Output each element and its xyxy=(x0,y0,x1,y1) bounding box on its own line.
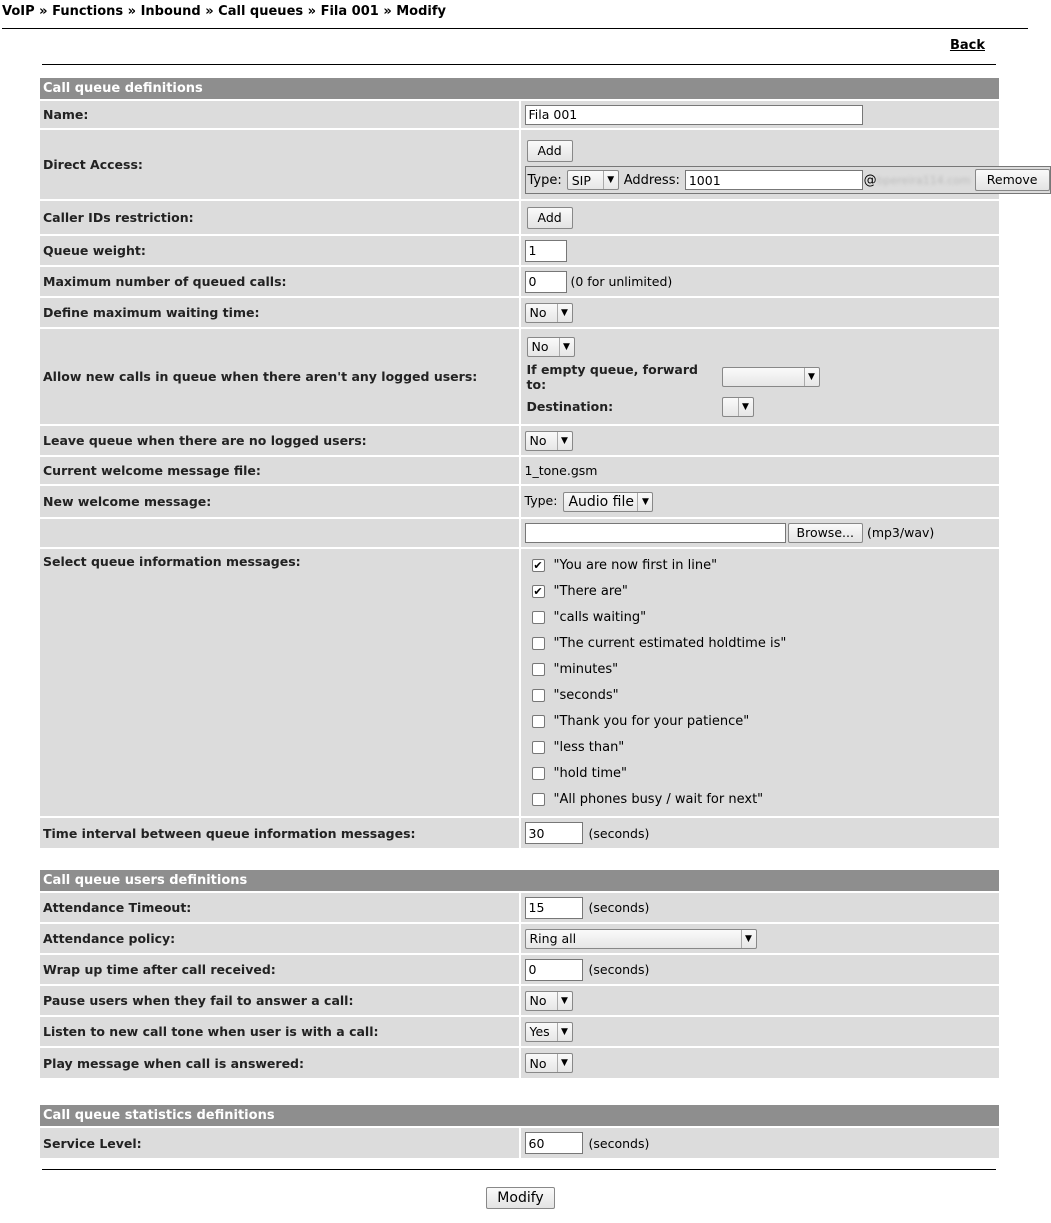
checkbox[interactable] xyxy=(532,663,545,676)
checkbox[interactable]: ✔ xyxy=(533,558,543,572)
interval-note: (seconds) xyxy=(588,825,650,841)
caller-ids-label: Caller IDs restriction: xyxy=(40,200,520,235)
chevron-down-icon: ▼ xyxy=(738,398,753,416)
chevron-down-icon: ▼ xyxy=(557,304,572,322)
domain-text: bpereira114.com xyxy=(876,173,971,187)
list-item[interactable] xyxy=(525,604,1000,630)
info-msgs-label: Select queue information messages: xyxy=(40,548,520,817)
file-row-label xyxy=(40,518,520,548)
section-title: Call queue statistics definitions xyxy=(40,1105,999,1127)
wrapup-label: Wrap up time after call received: xyxy=(40,954,520,985)
checkbox[interactable] xyxy=(532,637,545,650)
listen-select[interactable] xyxy=(525,1022,573,1042)
current-msg-value: 1_tone.gsm xyxy=(520,456,1000,485)
chevron-down-icon: ▼ xyxy=(557,992,572,1010)
allow-new-select[interactable] xyxy=(527,337,575,357)
policy-value: Ring all xyxy=(529,931,577,946)
address-input[interactable] xyxy=(685,170,863,190)
remove-button[interactable]: Remove xyxy=(975,169,1050,191)
section-title: Call queue definitions xyxy=(40,78,999,100)
play-select[interactable] xyxy=(525,1053,573,1073)
listen-label: Listen to new call tone when user is with a call: xyxy=(40,1016,520,1047)
chevron-down-icon: ▼ xyxy=(557,432,572,450)
timeout-label: Attendance Timeout: xyxy=(40,892,520,923)
allow-new-label: Allow new calls in queue when there aren't any logged users: xyxy=(40,328,520,425)
message-label: "calls waiting" xyxy=(553,609,647,625)
weight-label: Queue weight: xyxy=(40,235,520,266)
type-label: Type: xyxy=(527,172,562,188)
pause-select[interactable] xyxy=(525,991,573,1011)
message-label: "All phones busy / wait for next" xyxy=(553,791,764,807)
checkbox[interactable] xyxy=(532,689,545,702)
current-msg-label: Current welcome message file: xyxy=(40,456,520,485)
destination-select[interactable] xyxy=(722,397,754,417)
list-item[interactable] xyxy=(525,760,1000,786)
checkbox[interactable] xyxy=(532,715,545,728)
name-label: Name: xyxy=(40,100,520,129)
list-item[interactable] xyxy=(525,708,1000,734)
new-msg-type-label: Type: xyxy=(524,493,558,508)
max-calls-label: Maximum number of queued calls: xyxy=(40,266,520,297)
message-label: "minutes" xyxy=(553,661,619,677)
service-level-label: Service Level: xyxy=(40,1127,520,1158)
max-calls-input[interactable] xyxy=(525,271,567,293)
file-path-input[interactable] xyxy=(525,523,786,543)
list-item[interactable] xyxy=(525,630,1000,656)
max-wait-value: No xyxy=(529,305,547,320)
chevron-down-icon: ▼ xyxy=(741,930,756,948)
policy-select[interactable] xyxy=(525,929,757,949)
modify-button[interactable]: Modify xyxy=(486,1187,555,1209)
new-msg-label: New welcome message: xyxy=(40,485,520,518)
play-value: No xyxy=(529,1055,547,1071)
type-select-value: SIP xyxy=(571,172,591,188)
chevron-down-icon: ▼ xyxy=(557,1023,572,1041)
chevron-down-icon: ▼ xyxy=(603,171,618,189)
new-msg-type-value: Audio file xyxy=(568,493,635,510)
allow-new-value: No xyxy=(531,339,549,354)
leave-label: Leave queue when there are no logged users: xyxy=(40,425,520,456)
chevron-down-icon: ▼ xyxy=(557,1054,572,1072)
name-input[interactable] xyxy=(525,105,863,125)
max-wait-label: Define maximum waiting time: xyxy=(40,297,520,328)
chevron-down-icon: ▼ xyxy=(559,338,574,356)
max-calls-note: (0 for unlimited) xyxy=(570,274,673,289)
address-label: Address: xyxy=(623,172,680,188)
header-divider xyxy=(2,28,1028,29)
file-note: (mp3/wav) xyxy=(866,525,935,541)
section-divider xyxy=(42,64,996,65)
leave-value: No xyxy=(529,433,547,448)
breadcrumb: VoIP » Functions » Inbound » Call queues » Fila 001 » Modify xyxy=(2,4,447,19)
list-item[interactable] xyxy=(525,786,1000,812)
direct-access-label: Direct Access: xyxy=(40,129,520,200)
interval-input[interactable] xyxy=(525,822,583,844)
leave-select[interactable] xyxy=(525,431,573,451)
users-definitions-table xyxy=(40,870,999,1078)
message-label: "less than" xyxy=(553,739,625,755)
message-label: "seconds" xyxy=(553,687,619,703)
empty-forward-select[interactable] xyxy=(722,367,820,387)
section-title: Call queue users definitions xyxy=(40,870,999,892)
checkbox[interactable] xyxy=(532,767,545,780)
chevron-down-icon: ▼ xyxy=(804,368,819,386)
service-level-note: (seconds) xyxy=(588,1135,650,1151)
type-select[interactable] xyxy=(567,170,619,190)
message-label: "You are now first in line" xyxy=(553,557,718,573)
pause-label: Pause users when they fail to answer a call: xyxy=(40,985,520,1016)
wrapup-note: (seconds) xyxy=(588,962,650,977)
at-sign: @ xyxy=(863,172,877,188)
checkbox[interactable]: ✔ xyxy=(533,584,543,598)
chevron-down-icon: ▼ xyxy=(637,493,652,511)
timeout-input[interactable] xyxy=(525,897,583,919)
service-level-input[interactable] xyxy=(525,1132,583,1154)
policy-label: Attendance policy: xyxy=(40,923,520,954)
checkbox[interactable] xyxy=(532,611,545,624)
new-msg-type-select[interactable] xyxy=(563,492,653,512)
back-link[interactable]: Back xyxy=(949,38,985,53)
message-label: "The current estimated holdtime is" xyxy=(553,635,787,651)
play-label: Play message when call is answered: xyxy=(40,1047,520,1078)
empty-forward-label: If empty queue, forward to: xyxy=(526,361,698,392)
queue-definitions-table xyxy=(40,78,1038,848)
checkbox[interactable] xyxy=(532,793,545,806)
stats-definitions-table xyxy=(40,1105,999,1158)
message-label: "Thank you for your patience" xyxy=(553,713,750,729)
list-item[interactable] xyxy=(525,656,1000,682)
browse-button[interactable]: Browse... xyxy=(788,523,863,543)
message-label: "There are" xyxy=(553,583,628,599)
message-label: "hold time" xyxy=(553,765,628,781)
timeout-note: (seconds) xyxy=(588,900,650,915)
caller-ids-add-button[interactable]: Add xyxy=(527,207,573,229)
destination-label: Destination: xyxy=(526,399,614,414)
list-item[interactable] xyxy=(525,578,1000,604)
listen-value: Yes xyxy=(529,1024,550,1039)
list-item[interactable] xyxy=(525,734,1000,760)
checkbox[interactable] xyxy=(532,741,545,754)
direct-access-entry xyxy=(525,166,1051,194)
list-item[interactable] xyxy=(525,682,1000,708)
footer-divider xyxy=(42,1169,996,1170)
weight-input[interactable] xyxy=(525,240,567,262)
max-wait-select[interactable] xyxy=(525,303,573,323)
info-msgs-list xyxy=(520,548,1000,817)
direct-access-add-button[interactable]: Add xyxy=(527,140,573,162)
pause-value: No xyxy=(529,993,547,1008)
list-item[interactable] xyxy=(525,552,1000,578)
interval-label: Time interval between queue information messages: xyxy=(40,817,520,848)
wrapup-input[interactable] xyxy=(525,959,583,981)
